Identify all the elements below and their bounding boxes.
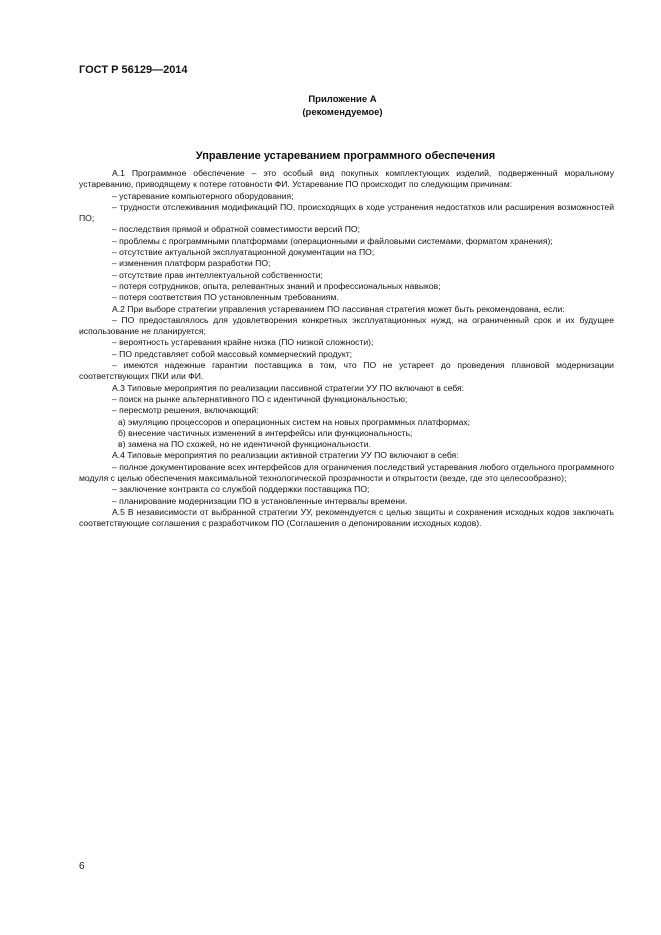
list-item: – проблемы с программными платформами (операционными и файловыми системами, форматом хранения); [112, 235, 553, 246]
page-number: 6 [79, 861, 85, 872]
list-item: – полное документирование всех интерфейсов для ограничения последствий устаревания любого отдельного программного модуля с целью обеспечения максимальной технологической прозрачности и открытости (везде, где это целесообразно); [79, 461, 614, 484]
appendix-status: (рекомендуемое) [302, 107, 383, 118]
list-item: – вероятность устаревания крайне низка (ПО низкой сложности); [112, 337, 374, 348]
paragraph-a2: А.2 При выборе стратегии управления устареванием ПО пассивная стратегия может быть рекомендована, если: [112, 303, 565, 314]
sub-list-item: б) внесение частичных изменений в интерфейсы или функциональность; [118, 427, 413, 438]
appendix-title: Приложение А [308, 94, 377, 105]
paragraph-a4: А.4 Типовые мероприятия по реализации активной стратегии УУ ПО включают в себя: [112, 450, 459, 461]
list-item: – планирование модернизации ПО в установленные интервалы времени. [112, 495, 408, 506]
list-item: – имеются надежные гарантии поставщика в том, что ПО не устареет до проведения плановой модернизации соответствующих ПКИ или ФИ. [79, 360, 614, 382]
paragraph-a3: А.3 Типовые мероприятия по реализации пассивной стратегии УУ ПО включают в себя: [112, 382, 465, 393]
standard-header: ГОСТ Р 56129—2014 [79, 64, 188, 76]
section-title: Управление устареванием программного обеспечения [195, 150, 496, 162]
list-item: – последствия прямой и обратной совместимости версий ПО; [112, 224, 360, 235]
paragraph-a1: А.1 Программное обеспечение – это особый вид покупных комплектующих изделий, подверженный моральному устареванию, приводящему к потере готовности ФИ. Устаревание ПО происходит по следующим причинам: [79, 168, 614, 190]
list-item: – потеря соответствия ПО установленным требованиям. [112, 292, 339, 303]
list-item: – отсутствие актуальной эксплуатационной документации на ПО; [112, 247, 375, 258]
sub-list-item: а) эмуляцию процессоров и операционных систем на новых программных платформах; [118, 416, 471, 427]
list-item: – пересмотр решения, включающий: [112, 405, 259, 416]
paragraph-a5: А.5 В независимости от выбранной стратегии УУ, рекомендуется с целью защиты и сохранения исходных кодов заключать соответствующие соглашения с разработчиком ПО (Соглашения о депонировании исходных кодов). [79, 506, 614, 529]
list-item: – ПО предоставлялось для удовлетворения конкретных эксплуатационных нужд, на ограниченный срок и их будущее использование не планируется; [79, 314, 614, 337]
list-item: – отсутствие прав интеллектуальной собственности; [112, 269, 323, 280]
list-item: – потеря сотрудников, опыта, релевантных знаний и профессиональных навыков; [112, 280, 441, 291]
list-item: – заключение контракта со службой поддержки поставщика ПО; [112, 484, 370, 495]
sub-list-item: в) замена на ПО схожей, но не идентичной функциональности. [118, 439, 371, 450]
list-item: – устаревание компьютерного оборудования; [112, 190, 294, 201]
document-body [79, 168, 614, 530]
list-item: – изменения платформ разработки ПО; [112, 258, 271, 269]
list-item: – ПО представляет собой массовый коммерческий продукт; [112, 348, 353, 359]
list-item: – трудности отслеживания модификаций ПО, происходящих в ходе устранения недостатков или расширения возможностей ПО; [79, 201, 614, 224]
list-item: – поиск на рынке альтернативного ПО с идентичной функциональностью; [112, 393, 408, 404]
